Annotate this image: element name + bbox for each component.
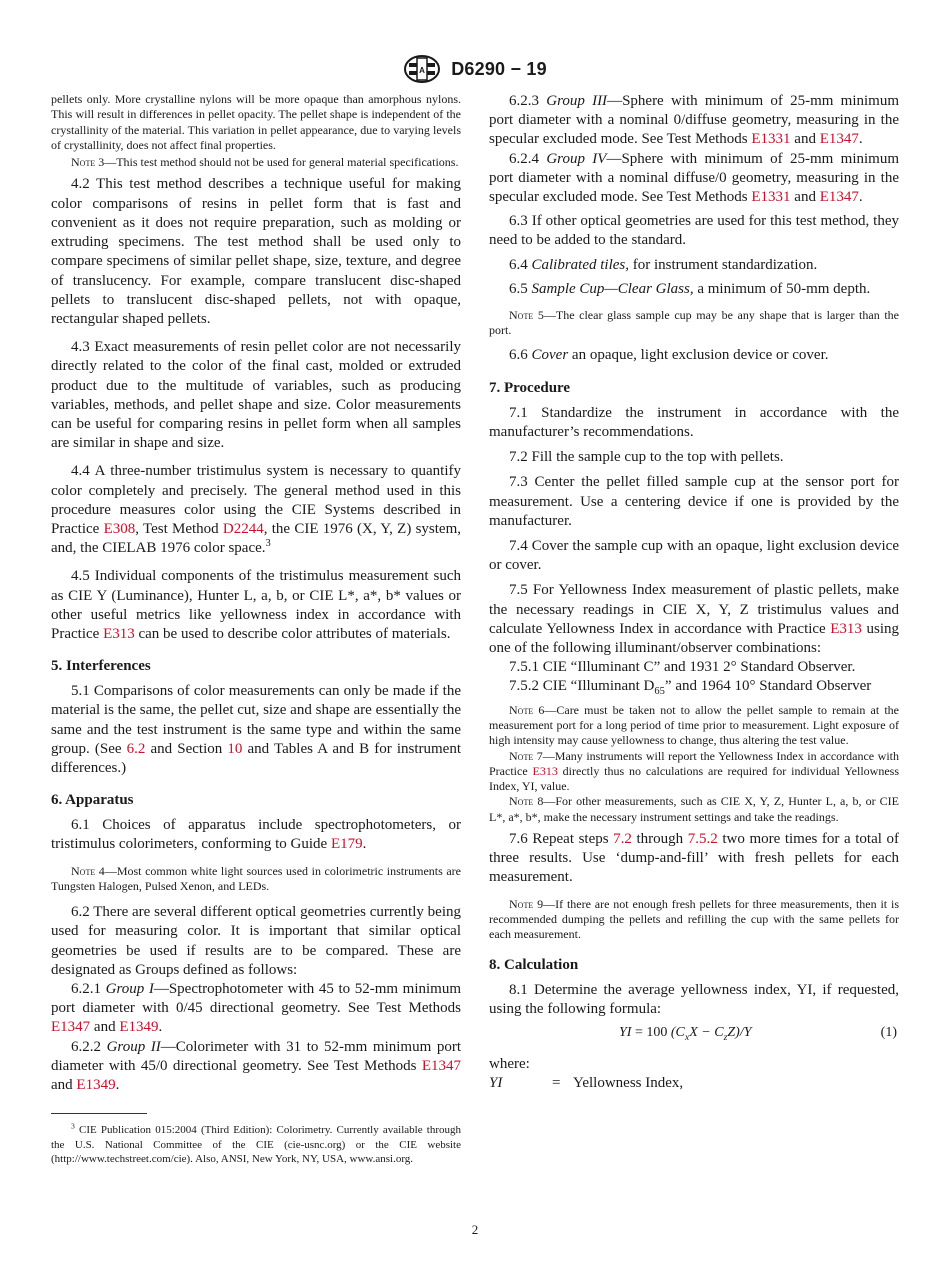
page-header [0, 54, 950, 84]
ref-e1331-link[interactable]: E1331 [751, 189, 791, 206]
ref-e1349-link[interactable]: E1349 [119, 1019, 159, 1036]
continued-paragraph: pellets only. More crystalline nylons will be more opaque than amorphous nylons. This will result in differences in pellet opacity. The pellet shape is independent of the crystallinity of the material. This variation in pellet appearance, due to varying levels of crystallinity, does not affect final properties. [51, 92, 461, 152]
section-4-3: 4.3 Exact measurements of resin pellet color are not necessarily directly related to the color of the final cast, molded or extruded product due to the multitude of variables, such as producing variables, methods, and pellet shape and size. Color measurements can be useful for comparing resins in pellet form when all samples are similar in shape and size. [51, 339, 461, 452]
left-column [51, 92, 461, 1166]
heading-calculation: 8. Calculation [489, 956, 579, 973]
section-7-5-2: 7.5.2 CIE “Illuminant $D_{65}$” and 1964 10° Standard Observer [509, 678, 872, 698]
note-5: Note 5—The clear glass sample cup may be any shape that is larger than the port. [489, 308, 900, 338]
heading-interferences: 5. Interferences [51, 658, 151, 675]
ref-7-2-link[interactable]: 7.2 [613, 831, 632, 848]
section-6-2-4: 6.2.4 Group IV—Sphere with minimum of 25-mm minimum port diameter with a nominal diffuse/0 geometry, measuring in the specular excluded mode. See Test Methods E1331 and E1347. [489, 150, 899, 206]
definition-equals: = [552, 1075, 561, 1092]
section-4-4: 4.4 A three-number tristimulus system is necessary to quantify color completely and precisely. The general method used in this procedure measures color using the CIE Systems described in Practice E308, Test Method D2244, the CIE 1976 (X, Y, Z) system, and, the CIELAB 1976 color space.$^3$ [51, 463, 462, 557]
astm-logo-icon [403, 54, 441, 84]
heading-procedure: 7. Procedure [489, 379, 571, 396]
ref-e313-link[interactable]: E313 [103, 625, 135, 642]
document-designation: D6290 − 19 [451, 58, 547, 79]
section-6-2-3: 6.2.3 Group III—Sphere with minimum of 25-mm minimum port diameter with a nominal 0/diffuse geometry, measuring in the specular excluded mode. See Test Methods E1331 and E1347. [489, 93, 899, 148]
section-7-3: 7.3 Center the pellet filled sample cup at the sensor port for measurement. Use a centering device if one is provided by the manufacturer. [489, 474, 899, 529]
definition-yi [489, 1074, 899, 1094]
section-6-2-1: 6.2.1 Group I—Spectrophotometer with 45 to 52-mm minimum port diameter with 0/45 directional geometry. See Test Methods E1347 and E1349. [51, 980, 461, 1036]
right-column [489, 92, 899, 1094]
footnote-divider [51, 1113, 147, 1114]
ref-section-10-link[interactable]: 10 [227, 740, 243, 757]
note-9: Note 9—If there are not enough fresh pellets for three measurements, then it is recommended dumping the pellets and refilling the cup with the same pellets for each measurement. [489, 896, 900, 942]
ref-e1347-link[interactable]: E1347 [51, 1019, 91, 1036]
definition-text: Yellowness Index, [573, 1075, 684, 1092]
definition-symbol: YI [489, 1075, 503, 1092]
ref-e179-link[interactable]: E179 [330, 836, 363, 853]
heading-apparatus: 6. Apparatus [51, 792, 134, 809]
section-7-4: 7.4 Cover the sample cup with an opaque, light exclusion device or cover. [489, 538, 899, 574]
ref-d2244-link[interactable]: D2244 [222, 520, 264, 537]
equation-1 [489, 1023, 899, 1045]
footnote-3: $^3$ CIE Publication 015:2004 (Third Edition): Colorimetry. Currently available through the U.S. National Committee of the CIE (cie-usnc.org) or the CIE website (http://www.techstreet.com/cie). Also, ANSI, New York, NY, USA, www.ansi.org. [51, 1121, 461, 1165]
ref-e313-link[interactable]: E313 [532, 763, 558, 778]
note-7: Note 7—Many instruments will report the Yellowness Index in accordance with Practice E313 directly thus no calculations are required for individual Yellowness Index, YI, value. [489, 748, 900, 794]
section-4-2: 4.2 This test method describes a technique useful for making color comparisons of resins in pellet form that is fast and convenient as it does not require preparation, such as molding or extruding specimens. The test method shall be used only to compare specimens of similar pellet shape, size, texture, and degree of translucency. For example, compare translucent disc-shaped pellets to translucent disc-shaped pellets, not with opaque, rectangular shaped pellets. [51, 176, 461, 327]
equation-number: (1) [880, 1024, 897, 1040]
section-5-1: 5.1 Comparisons of color measurements can only be made if the material is the same, the pellet cut, size and shape are essentially the same and the test instrument is the same type and within the same group. (See 6.2 and Section 10 and Tables A and B for instrument differences.) [51, 683, 462, 776]
ref-e1347-link[interactable]: E1347 [819, 131, 859, 148]
section-7-1: 7.1 Standardize the instrument in accordance with the manufacturer’s recommendations. [489, 404, 899, 441]
section-7-5-1: 7.5.1 CIE “Illuminant C” and 1931 2° Standard Observer. [509, 659, 856, 676]
section-6-3: 6.3 If other optical geometries are used for this test method, they need to be added to the standard. [489, 213, 899, 249]
ref-e1331-link[interactable]: E1331 [751, 131, 791, 148]
section-6-2-2: 6.2.2 Group II—Colorimeter with 31 to 52-mm minimum port diameter with 45/0 directional geometry. See Test Methods E1347 and E1349. [51, 1038, 461, 1093]
note-8: Note 8—For other measurements, such as CIE X, Y, Z, Hunter L, a, b, or CIE L*, a*, b*, make the necessary instrument settings and take the readings. [489, 794, 900, 824]
ref-e313-link[interactable]: E313 [830, 620, 862, 637]
section-4-5: 4.5 Individual components of the tristimulus measurement such as CIE Y (Luminance), Hunter L, a, b, or CIE L*, a*, b* values or other useful metrics like yellowness index in accordance with Practice E313 can be used to describe color attributes of materials. [51, 568, 461, 642]
yellowness-formula: YI = 100 $(C_xX - C_zZ)/Y$ [619, 1024, 752, 1043]
section-7-5: 7.5 For Yellowness Index measurement of plastic pellets, make the necessary readings in CIE X, Y, Z tristimulus values and calculate Yellowness Index in accordance with Practice E313 using one of the following illuminant/observer combinations: [489, 582, 899, 657]
section-6-5: 6.5 Sample Cup—Clear Glass, a minimum of 50-mm depth. [509, 280, 871, 297]
section-8-1: 8.1 Determine the average yellowness index, YI, if requested, using the following formula: [489, 981, 899, 1017]
where-label: where: [489, 1055, 530, 1072]
ref-e1347-link[interactable]: E1347 [421, 1057, 461, 1074]
section-7-6: 7.6 Repeat steps 7.2 through 7.5.2 two more times for a total of three results. Use ‘dump-and-fill’ with fresh pellets for each measurement. [489, 831, 899, 886]
ref-e308-link[interactable]: E308 [103, 520, 136, 537]
ref-6-2-link[interactable]: 6.2 [126, 740, 146, 757]
section-7-2: 7.2 Fill the sample cup to the top with pellets. [509, 449, 784, 466]
ref-7-5-2-link[interactable]: 7.5.2 [687, 831, 718, 848]
note-6: Note 6—Care must be taken not to allow the pellet sample to remain at the measurement port for a long period of time prior to measurement. Light exposure of high intensity may cause yellowness to change, thus altering the test value. [489, 702, 900, 748]
footnote-marker: 3 [265, 538, 271, 550]
note-4: Note 4—Most common white light sources used in colorimetric instruments are Tungsten Halogen, Pulsed Xenon, and LEDs. [51, 863, 462, 893]
page-number: 2 [471, 1222, 479, 1237]
section-6-4: 6.4 Calibrated tiles, for instrument standardization. [509, 256, 818, 273]
section-6-1: 6.1 Choices of apparatus include spectrophotometers, or tristimulus colorimeters, conforming to Guide E179. [51, 817, 461, 853]
section-6-2: 6.2 There are several different optical geometries currently being used for measuring color. It is important that similar optical geometries be used if results are to be compared. These are designated as Groups defined as follows: [51, 904, 461, 978]
ref-e1349-link[interactable]: E1349 [76, 1077, 116, 1093]
ref-e1347-link[interactable]: E1347 [819, 189, 859, 206]
section-6-6: 6.6 Cover an opaque, light exclusion device or cover. [509, 346, 829, 363]
svg-text:A: A [419, 66, 426, 75]
note-3: Note 3—This test method should not be used for general material specifications. [71, 155, 459, 170]
